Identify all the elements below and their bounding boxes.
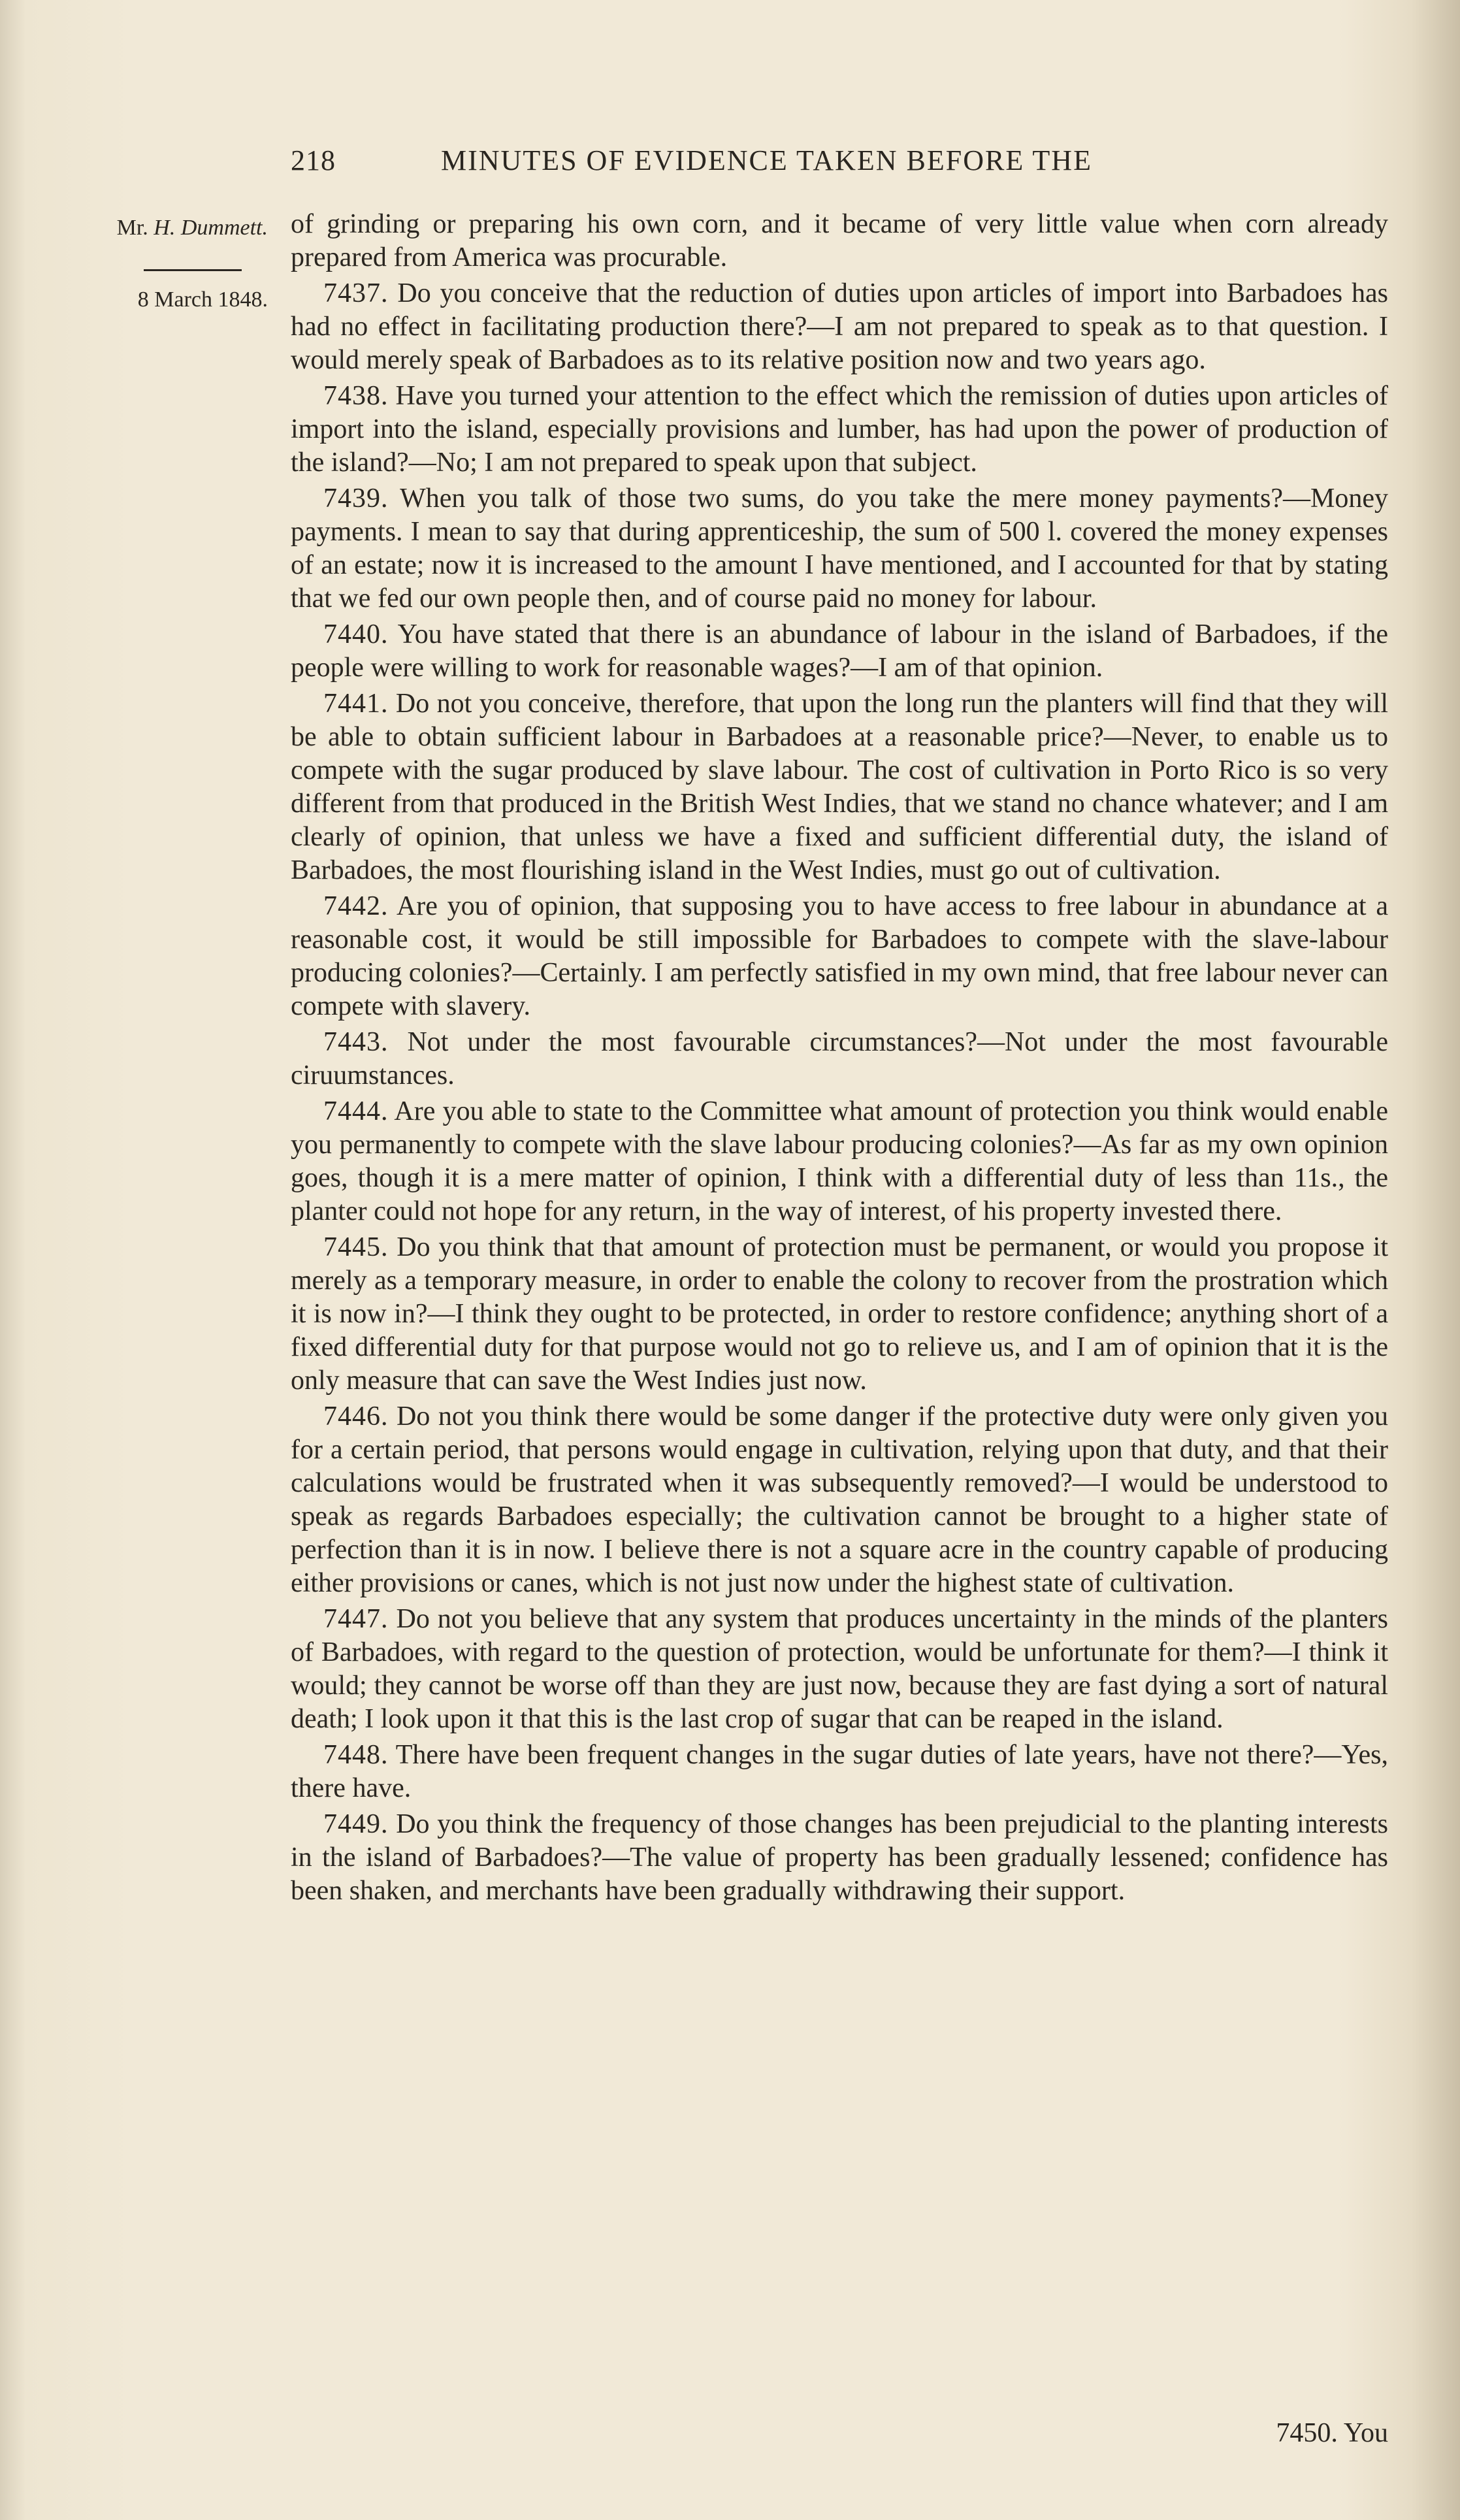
question-number: 7440. [323,619,389,649]
running-header [291,144,1388,177]
question-number: 7439. [323,483,389,514]
question-paragraph [291,1026,1388,1092]
paragraph-text: Are you of opinion, that supposing you to have access to free labour in abundance at a reasonable cost, it would be still impossible for Barbadoes to compete with the slave-labour producing colonies?—Certainly. I am perfectly satisfied in my own mind, that free labour never can compete with slavery. [291,891,1388,1021]
paragraph-text: Not under the most favourable circumstances?—Not under the most favourable ciruumstances. [291,1027,1388,1090]
question-number: 7443. [323,1027,389,1057]
question-paragraph [291,1231,1388,1398]
question-paragraph [291,277,1388,377]
question-paragraph [291,890,1388,1023]
question-paragraph [291,1603,1388,1736]
question-number: 7447. [323,1604,389,1634]
margin-date: 8 March 1848. [137,287,268,312]
page-number: 218 [291,144,336,176]
paragraph-text: Do not you think there would be some danger if the protective duty were only given you for a certain period, that persons would engage in cultivation, relying upon that duty, and that their calculations would be frustrated when it was subsequently removed?—I would be understood to speak as regards Barbadoes especially; the cultivation cannot be brought to a higher state of perfection than it is in now. I believe there is not a square acre in the country capable of producing either provisions or canes, which is not just now under the highest state of cultivation. [291,1401,1389,1598]
paragraph-text: There have been frequent changes in the sugar duties of late years, have not there?—Yes, there have. [291,1740,1388,1803]
question-number: 7445. [323,1232,389,1262]
question-paragraph [291,1400,1388,1600]
paragraph-text: Have you turned your attention to the effect which the remission of duties upon articles of import into the island, especially provisions and lumber, has had upon the power of production of the island?—No; I am not prepared to speak upon that subject. [291,381,1389,478]
witness-name: H. Dummett. [154,216,268,240]
catchword: 7450. You [1276,2418,1388,2448]
paragraph [291,208,1388,274]
paragraph-text: Do you think that that amount of protection must be permanent, or would you propose it merely as a temporary measure, in order to enable the colony to recover from the prostration which it is now in?—I think they ought to be protected, in order to restore confidence; anything short of a fixed differential duty for that purpose would not go to relieve us, and I am of opinion that it is the only measure that can save the West Indies just now. [291,1232,1388,1396]
question-number: 7441. [323,689,389,719]
question-number: 7449. [323,1809,389,1839]
question-number: 7438. [323,381,389,411]
paragraph-text: Do you conceive that the reduction of duties upon articles of import into Barbadoes has had no effect in facilitating production there?—I am not prepared to speak as to that question. I would merely speak of Barbadoes as to its relative position now and two years ago. [291,278,1388,375]
paragraph-text: Do not you conceive, therefore, that upon the long run the planters will find that they will be able to obtain sufficient labour in Barbadoes at a reasonable price?—Never, to enable us to compete with the sugar produced by slave labour. The cost of cultivation in Porto Rico is so very different from that produced in the British West Indies, that we stand no chance whatever; and I am clearly of opinion, that unless we have a fixed and sufficient differential duty, the island of Barbadoes, the most flourishing island in the West Indies, must go out of cultivation. [291,689,1388,885]
question-paragraph [291,482,1388,615]
evidence-text [291,208,1388,1910]
question-paragraph [291,618,1388,685]
question-number: 7446. [323,1401,389,1432]
question-number: 7448. [323,1740,389,1770]
question-paragraph [291,1739,1388,1805]
question-paragraph [291,1095,1388,1228]
paragraph-text: Are you able to state to the Committee what amount of protection you think would enable you permanently to compete with the slave labour producing colonies?—As far as my own opinion goes, though it is a mere matter of opinion, I think with a differential duty of less than 11s., the planter could not hope for any return, in the way of interest, of his property invested there. [291,1096,1388,1226]
page-title: MINUTES OF EVIDENCE TAKEN BEFORE THE [441,144,1092,176]
paragraph-text: of grinding or preparing his own corn, and it became of very little value when corn already prepared from America was procurable. [291,209,1388,272]
paragraph-text: When you talk of those two sums, do you take the mere money payments?—Money payments. I mean to say that during apprenticeship, the sum of 500 l. covered the money expenses of an estate; now it is increased to the amount I have mentioned, and I accounted for that by stating that we fed our own people then, and of course paid no money for labour. [291,483,1388,614]
question-paragraph [291,380,1388,480]
witness-margin-note [65,216,268,240]
question-paragraph [291,687,1388,887]
question-number: 7442. [323,891,389,921]
paragraph-text: You have stated that there is an abundance of labour in the island of Barbadoes, if the people were willing to work for reasonable wages?—I am of that opinion. [291,619,1388,683]
question-paragraph [291,1808,1388,1908]
witness-prefix: Mr. [116,216,148,240]
margin-rule [144,269,242,271]
question-number: 7437. [323,278,389,308]
question-number: 7444. [323,1096,389,1126]
paragraph-text: Do you think the frequency of those changes has been prejudicial to the planting interests in the island of Barbadoes?—The value of property has been gradually lessened; confidence has been shaken, and merchants have been gradually withdrawing their support. [291,1809,1388,1906]
paragraph-text: Do not you believe that any system that produces uncertainty in the minds of the planters of Barbadoes, with regard to the question of protection, would be unfortunate for them?—I think it would; they cannot be worse off than they are just now, because they are fast dying a sort of natural death; I look upon it that this is the last crop of sugar that can be reaped in the island. [291,1604,1389,1734]
